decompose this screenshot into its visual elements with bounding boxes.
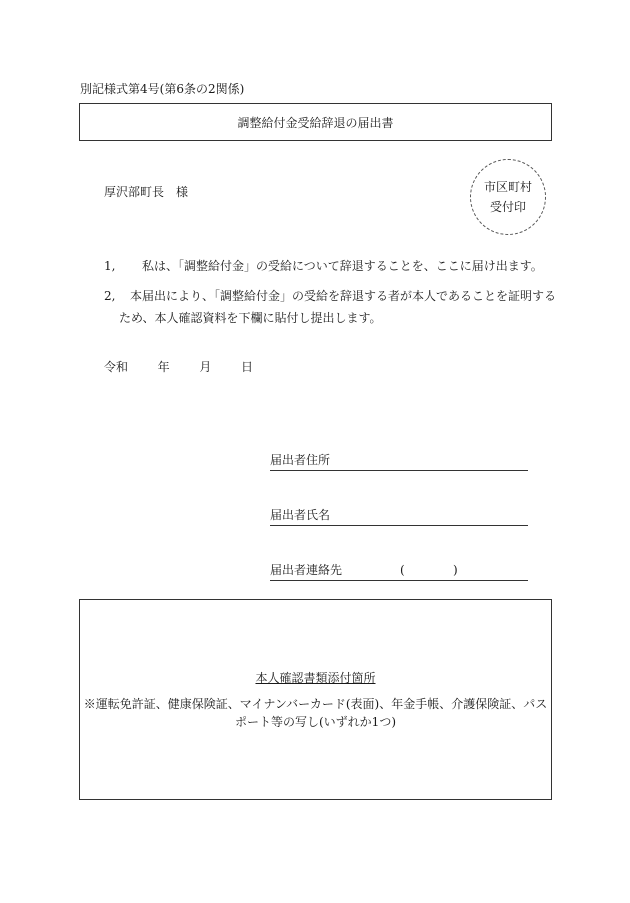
name-field[interactable] (270, 505, 528, 526)
name-label: 届出者氏名 (270, 508, 331, 522)
date-month: 月 (199, 360, 212, 374)
address-label: 届出者住所 (270, 453, 331, 467)
item-number: 2, (104, 289, 116, 303)
document-title: 調整給付金受給辞退の届出書 (237, 115, 394, 130)
address-field[interactable] (270, 450, 528, 471)
date-era: 令和 (104, 360, 129, 374)
date-year: 年 (157, 360, 170, 374)
declaration-item-2 (104, 285, 556, 329)
declaration-item-1 (104, 255, 556, 277)
item-text: 私は、「調整給付金」の受給について辞退することを、ここに届け出ます。 (142, 259, 543, 273)
contact-label: 届出者連絡先 (270, 563, 343, 577)
attachment-heading (80, 669, 551, 686)
item-text: 本届出により、「調整給付金」の受給を辞退する者が本人であることを証明するため、本人確認資料を下欄に貼付し提出します。 (119, 289, 557, 325)
attachment-heading-text: 本人確認書類添付箇所 (255, 671, 376, 685)
contact-field[interactable] (270, 560, 528, 581)
stamp-line-1: 市区町村 (483, 180, 532, 194)
contact-paren-open: ( (400, 563, 405, 577)
receipt-stamp-area (470, 159, 546, 235)
stamp-line-2: 受付印 (489, 200, 526, 214)
item-number: 1, (104, 259, 116, 273)
form-number: 別記様式第4号(第6条の2関係) (80, 82, 245, 96)
date-line (104, 358, 253, 375)
attachment-note: ※運転免許証、健康保険証、マイナンバーカード(表面)、年金手帳、介護保険証、パスポート等の写し(いずれか1つ) (83, 697, 548, 729)
document-title-box (79, 103, 552, 141)
addressee: 厚沢部町長 様 (104, 185, 189, 199)
date-day: 日 (241, 360, 254, 374)
contact-paren-close: ) (453, 563, 458, 577)
id-document-attachment-box (79, 599, 552, 800)
